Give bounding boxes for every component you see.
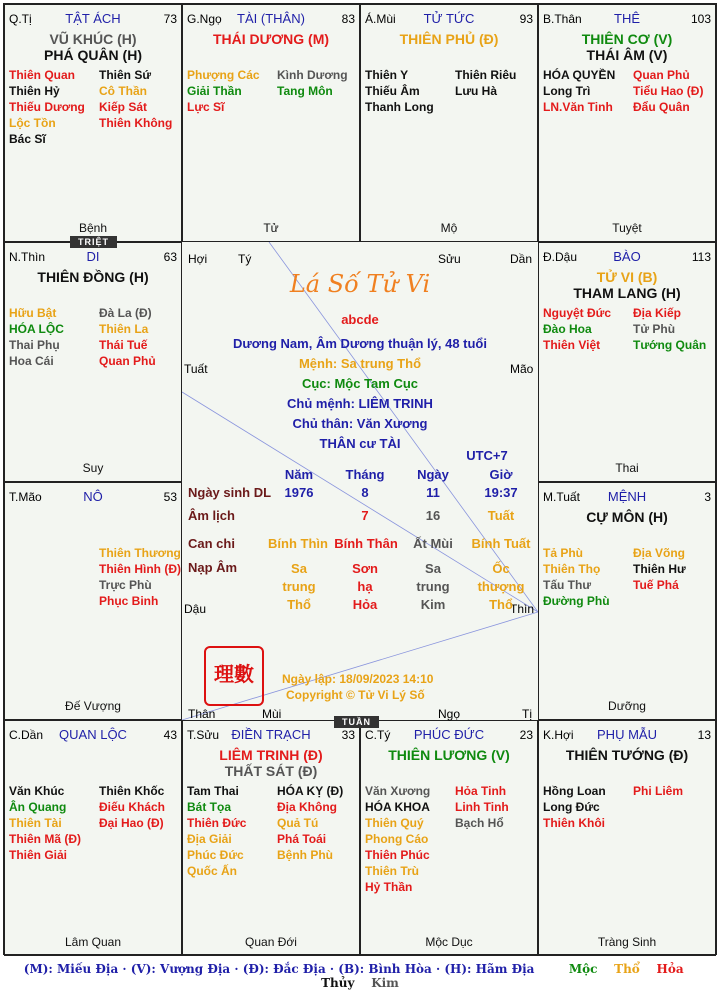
minor-star: Đại Hao (Đ) (99, 816, 164, 830)
canchi-gio: Bính Tuất (471, 536, 531, 551)
minor-star: Hỷ Thần (365, 880, 413, 894)
palace-number: 63 (163, 250, 177, 264)
palace-number: 103 (690, 12, 711, 26)
canchi-thang: Bính Thân (334, 536, 398, 551)
palace-life-stage: Tử (263, 221, 279, 235)
chu-than-line: Chủ thân: Văn Xương (292, 416, 428, 431)
branch-label-thin: Thìn (510, 602, 535, 616)
palace-life-stage: Đế Vượng (65, 699, 121, 713)
minor-star: HÓA LỘC (9, 322, 64, 336)
person-name: abcde (341, 312, 379, 327)
minor-star: Văn Khúc (9, 784, 65, 798)
minor-star: Tuế Phá (633, 578, 679, 592)
minor-star: Hỏa Tinh (455, 784, 507, 798)
palace-number: 33 (341, 728, 355, 742)
minor-star: Tử Phù (633, 322, 676, 336)
palace-name: DI (86, 249, 100, 264)
minor-star: HÓA QUYỀN (543, 68, 616, 82)
palace-branch: Á.Mùi (365, 12, 396, 26)
minor-star: Thiếu Dương (9, 100, 85, 114)
palace-branch: B.Thân (543, 12, 582, 26)
palace-life-stage: Bệnh (78, 221, 108, 235)
palace-name: TỬ TỨC (423, 11, 475, 26)
palace-number: 23 (519, 728, 533, 742)
branch-label-mui: Mùi (262, 707, 282, 721)
row-label-dl: Ngày sinh DL (188, 485, 272, 500)
palace-life-stage: Dưỡng (608, 699, 646, 713)
minor-star: Long Trì (543, 84, 591, 98)
napam-gio: Ốc thượng Thổ (477, 561, 525, 612)
minor-star: Lộc Tồn (9, 116, 56, 130)
branch-label-suu: Sửu (438, 252, 461, 266)
palace-branch: N.Thìn (9, 250, 46, 264)
palace-name: MỆNH (607, 489, 647, 504)
triet-tag: TRIỆT (70, 236, 117, 248)
copyright: Copyright © Tử Vi Lý Số (286, 688, 425, 702)
palace-di (4, 242, 182, 482)
palace-branch: K.Hợi (543, 728, 574, 742)
main-star: THIÊN LƯƠNG (V) (388, 747, 510, 763)
branch-label-ty: Tý (238, 252, 252, 266)
header-gio: Giờ (489, 467, 513, 482)
minor-star: Phục Binh (99, 594, 159, 608)
minor-star: Địa Kiếp (633, 306, 682, 320)
palace-name: NÔ (83, 489, 103, 504)
palace-quan-loc (4, 720, 182, 956)
palace-dien-trach (182, 720, 360, 956)
minor-star: Tướng Quân (633, 338, 707, 352)
cuc-line: Cục: Mộc Tam Cục (301, 376, 419, 391)
minor-star: Thái Tuế (99, 338, 148, 352)
row-label-canchi: Can chi (188, 536, 235, 551)
palace-number: 53 (163, 490, 177, 504)
minor-star: Thanh Long (365, 100, 434, 114)
minor-star: Thiên Quý (365, 816, 424, 830)
minor-star: Quốc Ấn (187, 864, 237, 878)
minor-star: Kình Dương (277, 68, 348, 82)
minor-star: Thiên Không (99, 116, 173, 130)
minor-star: Thiên Hư (633, 562, 686, 576)
branch-label-ti: Tị (522, 707, 532, 721)
main-star: THÁI DƯƠNG (M) (212, 31, 330, 47)
minor-star: Thiên Hỷ (9, 84, 60, 98)
palace-branch: M.Tuất (543, 490, 580, 504)
minor-star: Bác Sĩ (9, 132, 46, 146)
palace-branch: T.Mão (9, 490, 42, 504)
palace-life-stage: Tràng Sinh (597, 935, 657, 949)
tuan-tag: TUẦN (334, 716, 379, 728)
minor-star: Thiên Mã (Đ) (9, 832, 81, 846)
legend-tho: Thổ (614, 962, 640, 976)
minor-star: Thiên Trù (365, 864, 419, 878)
main-star: CỰ MÔN (H) (586, 509, 668, 525)
palace-branch: C.Tý (365, 728, 391, 742)
minor-star: Phá Toái (277, 832, 327, 846)
minor-star: Thiên Khôi (543, 816, 605, 830)
legend-moc: Mộc (568, 962, 598, 976)
napam-thang: Sơn hạ Hỏa (352, 561, 378, 612)
palace-number: 13 (697, 728, 711, 742)
minor-star: Quan Phủ (99, 354, 156, 368)
branch-label-ngo: Ngọ (438, 707, 461, 721)
header-thang: Tháng (345, 467, 385, 482)
dl-nam: 1976 (284, 485, 314, 500)
seal-stamp: 理數 (204, 646, 264, 706)
branch-label-than: Thân (188, 707, 216, 721)
than-cu-line: THÂN cư TÀI (319, 436, 401, 451)
palace-life-stage: Quan Đới (245, 935, 297, 949)
main-star: VŨ KHÚC (H) (49, 31, 137, 47)
palace-number: 43 (163, 728, 177, 742)
menh-line: Mệnh: Sa trung Thổ (298, 356, 422, 371)
minor-star: LN.Văn Tinh (543, 100, 613, 114)
legend (0, 962, 720, 990)
palace-menh (538, 482, 716, 720)
minor-star: Ân Quang (9, 800, 67, 814)
minor-star: Thiên Y (365, 68, 409, 82)
minor-star: Thiên Riêu (455, 68, 517, 82)
minor-star: HÓA KHOA (365, 800, 430, 814)
minor-star: Phượng Các (187, 68, 260, 82)
minor-star: Lực Sĩ (187, 100, 225, 114)
legend-hoa: Hỏa (656, 962, 684, 976)
minor-star: Tam Thai (187, 784, 239, 798)
palace-branch: Q.Tị (9, 12, 32, 26)
minor-star: Thiên Giải (9, 848, 68, 862)
main-star: LIÊM TRINH (Đ) (219, 747, 323, 763)
minor-star: Địa Giải (187, 832, 232, 846)
palace-number: 113 (691, 250, 711, 264)
legend-thuy: Thủy (321, 976, 355, 990)
palace-name: QUAN LỘC (59, 727, 127, 742)
minor-star: Bệnh Phù (277, 848, 333, 862)
main-star: THIÊN ĐỒNG (H) (37, 269, 149, 285)
minor-star: Địa Võng (633, 546, 686, 560)
palace-name: TÀI (THÂN) (237, 11, 305, 26)
minor-star: Thiên La (99, 322, 149, 336)
minor-star: Nguyệt Đức (543, 306, 612, 320)
palace-phu-mau (538, 720, 716, 956)
legend-kim: Kim (371, 976, 399, 990)
minor-star: Bạch Hổ (455, 816, 504, 830)
palace-tu-tuc (360, 4, 538, 242)
branch-label-tuat: Tuất (184, 362, 208, 376)
dl-ngay: 11 (426, 485, 440, 500)
main-star: THÁI ÂM (V) (586, 47, 668, 63)
canchi-ngay: Ất Mùi (413, 536, 453, 551)
al-ngay: 16 (425, 508, 441, 523)
palace-number: 3 (704, 490, 711, 504)
minor-star: Hữu Bật (9, 306, 57, 320)
palace-life-stage: Mộc Dục (425, 935, 473, 949)
chart-title: Lá Số Tử Vi (289, 270, 431, 298)
minor-star: Thai Phụ (9, 338, 60, 352)
created-date: Ngày lập: 18/09/2023 14:10 (282, 672, 434, 686)
minor-star: Thiên Thọ (543, 562, 601, 576)
row-label-al: Âm lịch (188, 508, 235, 523)
minor-star: Phúc Đức (187, 848, 244, 862)
minor-star: Long Đức (543, 800, 600, 814)
napam-nam: Sa trung Thổ (282, 561, 316, 612)
minor-star: Hồng Loan (543, 784, 606, 798)
main-star: THAM LANG (H) (573, 285, 681, 301)
utc-label: UTC+7 (466, 448, 508, 463)
minor-star: Thiên Đức (187, 816, 247, 830)
minor-star: Kiếp Sát (99, 100, 148, 114)
palace-tai (182, 4, 360, 242)
minor-star: Điếu Khách (99, 800, 166, 814)
minor-star: Thiên Hình (Đ) (99, 562, 181, 576)
palace-branch: T.Sửu (187, 728, 220, 742)
palace-branch: G.Ngọ (187, 12, 222, 26)
dl-gio: 19:37 (484, 485, 518, 500)
minor-star: HÓA KỴ (Đ) (277, 784, 344, 798)
branch-label-hoi: Hợi (188, 252, 208, 266)
minor-star: Quan Phủ (633, 68, 690, 82)
palace-number: 83 (341, 12, 355, 26)
palace-number: 93 (519, 12, 533, 26)
main-star: PHÁ QUÂN (H) (44, 47, 142, 63)
branch-label-dan: Dần (510, 252, 533, 266)
palace-name: PHÚC ĐỨC (413, 727, 485, 742)
minor-star: Trực Phù (99, 578, 152, 592)
branch-label-dau: Dậu (184, 602, 207, 616)
header-nam: Năm (284, 467, 314, 482)
center-panel (182, 242, 538, 720)
chart-board (3, 3, 717, 955)
palace-life-stage: Lâm Quan (64, 935, 122, 949)
minor-star: Linh Tinh (455, 800, 509, 814)
minor-star: Cô Thần (99, 84, 147, 98)
minor-star: Tang Môn (277, 84, 333, 98)
gender-age-line: Dương Nam, Âm Dương thuận lý, 48 tuổi (233, 336, 487, 351)
minor-star: Thiên Phúc (365, 848, 430, 862)
palace-bao (538, 242, 716, 482)
legend-status: (M): Miếu Địa · (V): Vượng Địa · (Đ): Đắc Địa · (B): Bình Hòa · (H): Hãm Địa (23, 962, 535, 976)
main-star: THIÊN TƯỚNG (Đ) (565, 747, 689, 763)
palace-phuc-duc (360, 720, 538, 956)
row-label-napam: Nạp Âm (188, 560, 238, 575)
minor-star: Đường Phù (543, 594, 610, 608)
minor-star: Thiên Khốc (99, 784, 165, 798)
palace-the (538, 4, 716, 242)
napam-ngay: Sa trung Kim (416, 561, 450, 612)
palace-number: 73 (163, 12, 177, 26)
canchi-nam: Bính Thìn (268, 536, 328, 551)
minor-star: Đào Hoa (543, 322, 592, 336)
minor-star: Thiên Việt (543, 338, 601, 352)
palace-name: THÊ (614, 11, 640, 26)
minor-star: Thiên Sứ (99, 68, 152, 82)
minor-star: Bát Tọa (187, 800, 232, 814)
minor-star: Quả Tú (277, 816, 319, 830)
minor-star: Phong Cáo (365, 832, 429, 846)
palace-name: PHỤ MẪU (597, 727, 657, 742)
minor-star: Tấu Thư (543, 578, 592, 592)
main-star: THIÊN PHỦ (Đ) (399, 31, 499, 47)
minor-star: Phi Liêm (633, 784, 684, 798)
al-thang: 7 (361, 508, 369, 523)
minor-star: Thiếu Âm (365, 84, 420, 98)
palace-life-stage: Tuyệt (612, 221, 642, 235)
main-star: THẤT SÁT (Đ) (224, 763, 318, 779)
palace-tat-ach (4, 4, 182, 242)
palace-name: TẬT ÁCH (65, 11, 121, 26)
minor-star: Thiên Thương (99, 546, 181, 560)
minor-star: Tiểu Hao (Đ) (633, 84, 704, 98)
minor-star: Địa Không (277, 800, 337, 814)
minor-star: Lưu Hà (455, 84, 498, 98)
palace-no (4, 482, 182, 720)
palace-life-stage: Thai (615, 461, 639, 475)
palace-branch: Đ.Dậu (543, 250, 578, 264)
main-star: THIÊN CƠ (V) (581, 31, 673, 47)
minor-star: Giải Thần (187, 84, 242, 98)
main-star: TỬ VI (B) (596, 269, 658, 285)
dl-thang: 8 (361, 485, 369, 500)
header-ngay: Ngày (417, 467, 449, 482)
minor-star: Tả Phù (543, 546, 584, 560)
palace-life-stage: Mộ (440, 221, 458, 235)
palace-branch: C.Dần (9, 728, 44, 742)
minor-star: Thiên Tài (9, 816, 62, 830)
minor-star: Thiên Quan (9, 68, 75, 82)
minor-star: Đẩu Quân (633, 100, 690, 114)
palace-name: ĐIỀN TRẠCH (231, 727, 311, 742)
minor-star: Văn Xương (365, 784, 431, 798)
branch-label-mao: Mão (510, 362, 534, 376)
minor-star: Đà La (Đ) (99, 306, 152, 320)
palace-life-stage: Suy (82, 461, 104, 475)
minor-star: Hoa Cái (9, 354, 54, 368)
al-gio: Tuất (487, 508, 515, 523)
chu-menh-line: Chủ mệnh: LIÊM TRINH (287, 396, 433, 411)
palace-name: BÀO (613, 249, 641, 264)
